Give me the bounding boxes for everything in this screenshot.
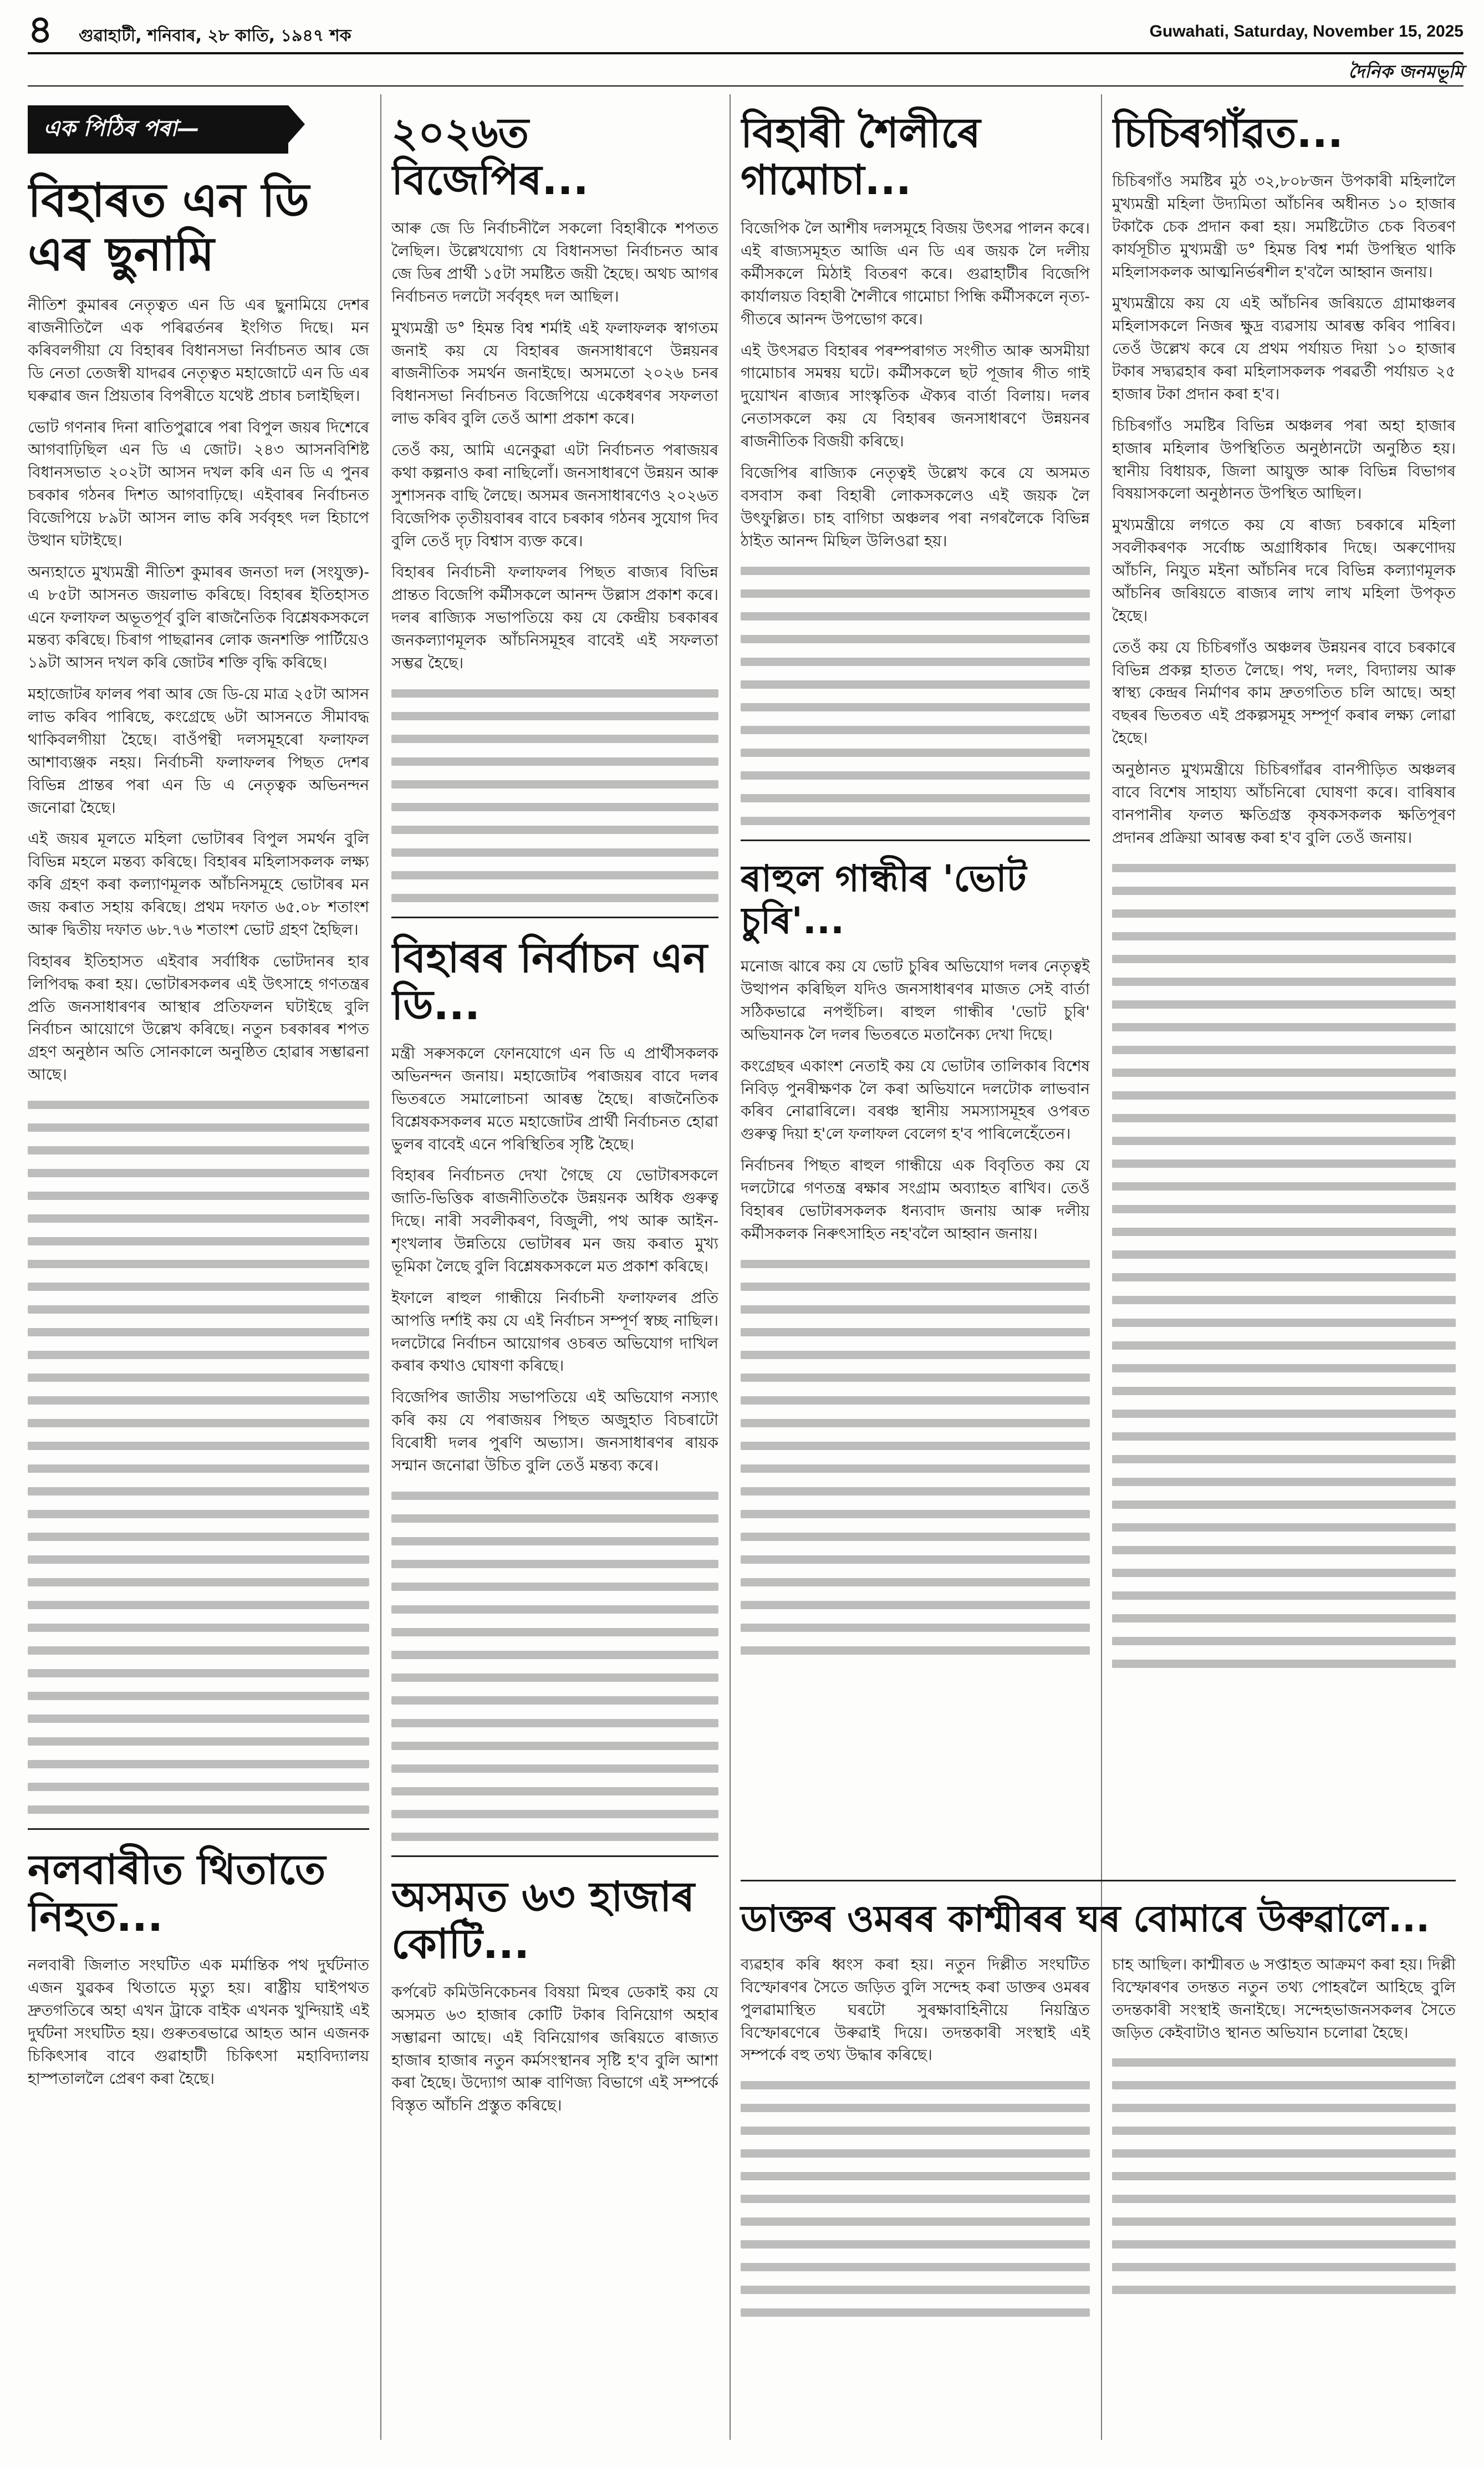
article-paragraph: নলবাৰী জিলাত সংঘটিত এক মৰ্মান্তিক পথ দুৰ্ঘটনাত এজন যুৱকৰ থিতাতে মৃত্যু হয়। ৰাষ্ট্ৰীয় ঘাইপথত দ্ৰুতগতিৰে অহা এখন ট্ৰাকে বাইক এখনক খুন্দিয়াই এই দুৰ্ঘটনা সংঘটিত হয়। গুৰুতৰভাৱে আহত আন এজনক চিকিৎসাৰ বাবে গুৱাহাটী চিকিৎসা মহাবিদ্যালয় হাস্পতাললৈ প্ৰেৰণ কৰা হৈছে। bbox=[28, 1956, 369, 2088]
article-paragraph: তেওঁ কয়, আমি এনেকুৱা এটা নিৰ্বাচনত পৰাজয়ৰ কথা কল্পনাও কৰা নাছিলোঁ। জনসাধাৰণে উন্নয়ন আৰু সুশাসনক বাছি লৈছে। অসমৰ জনসাধাৰণেও ২০২৬ত বিজেপিক তৃতীয়বাৰৰ বাবে চৰকাৰ গঠনৰ সুযোগ দিব বুলি তেওঁ দৃঢ় বিশ্বাস ব্যক্ত কৰে। bbox=[391, 441, 718, 550]
article-paragraph: বিজেপিক লৈ আশীষ দলসমূহে বিজয় উৎসৱ পালন কৰে। এই ৰাজ্যসমূহত আজি এন ডি এৰ জয়ক লৈ দলীয় কৰ্মীসকলে মিঠাই বিতৰণ কৰে। গুৱাহাটীৰ বিজেপি কাৰ্যালয়ত বিহাৰী শৈলীৰে গামোচা পিন্ধি কৰ্মীসকলে নৃত্য-গীতৰে আনন্দ উপভোগ কৰে। bbox=[741, 219, 1090, 328]
article-text-continuation bbox=[741, 567, 1090, 825]
article-paragraph: কৰ্পৰেট কমিউনিকেচনৰ বিষয়া মিহুৰ ডেকাই কয় যে অসমত ৬৩ হাজাৰ কোটি টকাৰ বিনিয়োগ অহাৰ সম্ভাৱনা আছে। এই বিনিয়োগৰ জৰিয়তে ৰাজ্যত হাজাৰ হাজাৰ নতুন কৰ্মসংস্থানৰ সৃষ্টি হ'ব বুলি আশা কৰা হৈছে। উদ্যোগ আৰু বাণিজ্য বিভাগে এই সম্পৰ্কে বিস্তৃত আঁচনি প্ৰস্তুত কৰিছে। bbox=[391, 1982, 718, 2115]
article-paragraph: চিচিৰগাঁও সমষ্টিৰ মুঠ ৩২,৮০৮জন উপকাৰী মহিলালৈ মুখ্যমন্ত্ৰী মহিলা উদ্যমিতা আঁচনিৰ অধীনত ১০ হাজাৰ টকাকৈ চেক প্ৰদান কৰা হয়। সমষ্টিটোত চেক বিতৰণ কাৰ্যসূচীত মুখ্যমন্ত্ৰী ড° হিমন্ত বিশ্ব শৰ্মা উপস্থিত থাকি মহিলাসকলক আত্মনিৰ্ভৰশীল হ'বলৈ আহ্বান জনায়। bbox=[1112, 172, 1456, 281]
headline-bihar-election-nda: বিহাৰৰ নিৰ্বাচন এন ডি... bbox=[391, 934, 708, 1029]
column-divider bbox=[730, 94, 731, 2440]
article-text-continuation bbox=[28, 1101, 369, 1814]
article-paragraph: তেওঁ কয় যে চিচিৰগাঁও অঞ্চলৰ উন্নয়নৰ বাবে চৰকাৰে বিভিন্ন প্ৰকল্প হাতত লৈছে। পথ, দলং, বিদ্যালয় আৰু স্বাস্থ্য কেন্দ্ৰৰ নিৰ্মাণৰ কাম দ্ৰুতগতিত চলি আছে। অহা বছৰৰ ভিতৰত এই প্ৰকল্পসমূহ সম্পূৰ্ণ কৰাৰ লক্ষ্য লোৱা হৈছে। bbox=[1112, 638, 1456, 747]
headline-bihari-gamosa: বিহাৰী শৈলীৰে গামোচা... bbox=[741, 109, 981, 205]
article-paragraph: বিহাৰৰ ইতিহাসত এইবাৰ সৰ্বাধিক ভোটদানৰ হাৰ লিপিবদ্ধ কৰা হয়। ভোটাৰসকলৰ এই উৎসাহে গণতন্ত্ৰৰ প্ৰতি জনসাধাৰণৰ আস্থাৰ প্ৰতিফলন ঘটাইছে বুলি নিৰ্বাচন আয়োগে উল্লেখ কৰিছে। নতুন চৰকাৰৰ শপত গ্ৰহণ অনুষ্ঠান অতি সোনকালে অনুষ্ঠিত হোৱাৰ সম্ভাৱনা আছে। bbox=[28, 952, 369, 1084]
article-paragraph: মুখ্যমন্ত্ৰীয়ে কয় যে এই আঁচনিৰ জৰিয়তে গ্ৰামাঞ্চলৰ মহিলাসকলে নিজৰ ক্ষুদ্ৰ ব্যৱসায় আৰম্ভ কৰিব পাৰিব। তেওঁ উল্লেখ কৰে যে প্ৰথম পৰ্যায়ত দিয়া ১০ হাজাৰ টকাৰ সদ্ব্যৱহাৰ কৰা মহিলাসকলক পৰৱৰ্তী পৰ্যায়ত ২৫ হাজাৰ টকা প্ৰদান কৰা হ'ব। bbox=[1112, 294, 1456, 403]
article-paragraph: কংগ্ৰেছৰ একাংশ নেতাই কয় যে ভোটাৰ তালিকাৰ বিশেষ নিবিড় পুনৰীক্ষণক লৈ কৰা অভিযানে দলটোক লাভবান কৰিব নোৱাৰিলে। বৰঞ্চ স্থানীয় সমস্যাসমূহৰ ওপৰত গুৰুত্ব দিয়া হ'লে ফলাফল বেলেগ হ'ব পাৰিলেহেঁতেন। bbox=[741, 1056, 1090, 1143]
article-paragraph: মুখ্যমন্ত্ৰীয়ে লগতে কয় যে ৰাজ্য চৰকাৰে মহিলা সবলীকৰণক সৰ্বোচ্চ অগ্ৰাধিকাৰ দিছে। অৰুণোদয় আঁচনি, নিযুত মইনা আঁচনিৰ দৰে বিভিন্ন কল্যাণমূলক আঁচনিৰ জৰিয়তে ৰাজ্যৰ লাখ লাখ মহিলা উপকৃত হৈছে। bbox=[1112, 516, 1456, 625]
headline-bjp-2026: ২০২৬ত বিজেপিৰ... bbox=[391, 109, 589, 205]
article-paragraph: আৰু জে ডি নিৰ্বাচনীলৈ সকলো বিহাৰীকে শপতত লৈছিল। উল্লেখযোগ্য যে বিধানসভা নিৰ্বাচনত আৰ জে ডিৰ প্ৰাৰ্থী ১৫টা সমষ্টিত জয়ী হৈছে। অথচ আগৰ নিৰ্বাচনত দলটো সৰ্ববৃহৎ দল আছিল। bbox=[391, 219, 718, 306]
column-2 bbox=[391, 94, 718, 2440]
spanning-article bbox=[741, 1880, 1456, 2331]
article-text-continuation bbox=[391, 689, 718, 902]
article-text-continuation bbox=[391, 1492, 718, 1841]
header-rule bbox=[28, 52, 1463, 54]
article-paragraph: ব্যৱহাৰ কৰি ধ্বংস কৰা হয়। নতুন দিল্লীত সংঘটিত বিস্ফোৰণৰ সৈতে জড়িত বুলি সন্দেহ কৰা ডাক্তৰ ওমৰৰ পুলৱামাস্থিত ঘৰটো সুৰক্ষাবাহিনীয়ে নিয়ন্ত্ৰিত বিস্ফোৰণেৰে উৰুৱাই দিয়ে। তদন্তকাৰী সংস্থাই এই সম্পৰ্কে বহু তথ্য উদ্ধাৰ কৰিছে। bbox=[741, 1955, 1090, 2064]
article-paragraph: বিহাৰৰ নিৰ্বাচনত দেখা গৈছে যে ভোটাৰসকলে জাতি-ভিত্তিক ৰাজনীতিতকৈ উন্নয়নক অধিক গুৰুত্ব দিছে। নাৰী সবলীকৰণ, বিজুলী, পথ আৰু আইন-শৃংখলাৰ উন্নতিয়ে ভোটাৰৰ মন জয় কৰাত মুখ্য ভূমিকা লৈছে বুলি বিশ্লেষকসকলে মত প্ৰকাশ কৰিছে। bbox=[391, 1166, 718, 1275]
headline-rahul-vote-chori: ৰাহুল গান্ধীৰ 'ভোট চুৰি'... bbox=[741, 857, 1027, 943]
column-divider bbox=[380, 94, 381, 2440]
article-paragraph: মহাজোটৰ ফালৰ পৰা আৰ জে ডি-য়ে মাত্ৰ ২৫টা আসন লাভ কৰিব পাৰিছে, কংগ্ৰেছে ৬টা আসনতে সীমাবদ্ধ থাকিবলগীয়া হৈছে। বাওঁপন্থী দলসমূহৰো ফলাফল আশাব্যঞ্জক নহয়। নিৰ্বাচনী ফলাফলৰ পিছত দেশৰ বিভিন্ন প্ৰান্তৰ পৰা এন ডি এ নেতৃত্বক অভিনন্দন জনোৱা হৈছে। bbox=[28, 685, 369, 817]
column-4 bbox=[1112, 94, 1456, 1869]
spanning-article-col-right bbox=[1112, 1954, 1456, 2331]
article-paragraph: ইফালে ৰাহুল গান্ধীয়ে নিৰ্বাচনী ফলাফলৰ প্ৰতি আপত্তি দৰ্শাই কয় যে এই নিৰ্বাচন সম্পূৰ্ণ স্বচ্ছ নাছিল। দলটোৱে নিৰ্বাচন আয়োগৰ ওচৰত অভিযোগ দাখিল কৰাৰ কথাও ঘোষণা কৰিছে। bbox=[391, 1288, 718, 1375]
article-separator bbox=[741, 1880, 1456, 1881]
header-rule-thin bbox=[28, 85, 1463, 87]
article-paragraph: নিৰ্বাচনৰ পিছত ৰাহুল গান্ধীয়ে এক বিবৃতিত কয় যে দলটোৱে গণতন্ত্ৰ ৰক্ষাৰ সংগ্ৰাম অব্যাহত ৰাখিব। তেওঁ বিহাৰৰ ভোটাৰসকলক ধন্যবাদ জনায় আৰু দলীয় কৰ্মীসকলক নিৰুৎসাহিত নহ'বলৈ আহ্বান জনায়। bbox=[741, 1156, 1090, 1243]
newspaper-name: দৈনিক জনমভূমি bbox=[1348, 61, 1463, 82]
headline-nalbari-death: নলবাৰীত থিতাতে নিহত... bbox=[28, 1846, 326, 1941]
article-paragraph: চিচিৰগাঁও সমষ্টিৰ বিভিন্ন অঞ্চলৰ পৰা অহা হাজাৰ হাজাৰ মহিলাৰ উপস্থিতিত অনুষ্ঠানটো অনুষ্ঠিত হয়। স্থানীয় বিধায়ক, জিলা আয়ুক্ত আৰু বিভিন্ন বিভাগৰ বিষয়াসকলো অনুষ্ঠানত উপস্থিত আছিল। bbox=[1112, 416, 1456, 503]
article-separator bbox=[391, 917, 718, 918]
article-paragraph: এই জয়ৰ মূলতে মহিলা ভোটাৰৰ বিপুল সমৰ্থন বুলি বিভিন্ন মহলে মন্তব্য কৰিছে। বিহাৰৰ মহিলাসকলক লক্ষ্য কৰি গ্ৰহণ কৰা কল্যাণমূলক আঁচনিসমূহে ভোটাৰৰ মন জয় কৰাত সহায় কৰিছে। প্ৰথম দফাত ৬৫.০৮ শতাংশ আৰু দ্বিতীয় দফাত ৬৮.৭৬ শতাংশ ভোট গ্ৰহণ হৈছিল। bbox=[28, 830, 369, 939]
article-text-continuation bbox=[1112, 864, 1456, 1668]
article-bihar-nda-body bbox=[28, 294, 369, 1814]
article-paragraph: ভোট গণনাৰ দিনা ৰাতিপুৱাৰে পৰা বিপুল জয়ৰ দিশেৰে আগবাঢ়িছিল এন ডি এ জোট। ২৪৩ আসনবিশিষ্ট বিধানসভাত ২০২টা আসন দখল কৰি এন ডি এ পুনৰ চৰকাৰ গঠনৰ দিশত আগবাঢ়িছে। এইবাৰৰ নিৰ্বাচনত বিজেপিয়ে ৮৯টা আসন লাভ কৰি সৰ্ববৃহৎ দল হিচাপে উত্থান ঘটাইছে। bbox=[28, 418, 369, 550]
article-text-continuation bbox=[1112, 2058, 1456, 2294]
headline-chisirgaon: চিচিৰগাঁৱত... bbox=[1112, 109, 1343, 157]
headline-assam-63000-crore: অসমত ৬৩ হাজাৰ কোটি... bbox=[391, 1873, 695, 1968]
article-separator bbox=[391, 1855, 718, 1857]
spanning-article-col-left bbox=[741, 1954, 1090, 2331]
spanning-article-body bbox=[741, 1954, 1456, 2331]
dateline-english: Guwahati, Saturday, November 15, 2025 bbox=[1149, 22, 1463, 40]
article-paragraph: অনুষ্ঠানত মুখ্যমন্ত্ৰীয়ে চিচিৰগাঁৱৰ বানপীড়িত অঞ্চলৰ বাবে বিশেষ সাহায্য আঁচনিৰো ঘোষণা কৰে। বাৰিষাৰ বানপানীৰ ফলত ক্ষতিগ্ৰস্ত কৃষকসকলক ক্ষতিপূৰণ প্ৰদানৰ প্ৰক্ৰিয়া আৰম্ভ কৰা হ'ব বুলি তেওঁ জনায়। bbox=[1112, 760, 1456, 847]
article-paragraph: নীতিশ কুমাৰৰ নেতৃত্বত এন ডি এৰ ছুনামিয়ে দেশৰ ৰাজনীতিলৈ এক পৰিৱৰ্তনৰ ইংগিত দিছে। মন কৰিবলগীয়া যে বিহাৰৰ বিধানসভা নিৰ্বাচনত আৰ জে ডি নেতা তেজস্বী যাদৱৰ নেতৃত্বত মহাজোটে এন ডি এৰ ঘৰুৱাৰ জন প্ৰিয়তাৰ বিপৰীতে যথেষ্ট প্ৰচাৰ চলাইছিল। bbox=[28, 296, 369, 405]
article-paragraph: বিজেপিৰ জাতীয় সভাপতিয়ে এই অভিযোগ নস্যাৎ কৰি কয় যে পৰাজয়ৰ পিছত অজুহাত বিচৰাটো বিৰোধী দলৰ পুৰণি অভ্যাস। জনসাধাৰণৰ ৰায়ক সন্মান জনোৱা উচিত বুলি তেওঁ মন্তব্য কৰে। bbox=[391, 1388, 718, 1474]
article-paragraph: এই উৎসৱত বিহাৰৰ পৰম্পৰাগত সংগীত আৰু অসমীয়া গামোচাৰ সমন্বয় ঘটে। কৰ্মীসকলে ছট পূজাৰ গীত গাই দুয়োখন ৰাজ্যৰ সাংস্কৃতিক ঐক্যৰ বাৰ্তা বিলায়। দলৰ নেতাসকলে কয় যে বিহাৰৰ জনসাধাৰণে উন্নয়নৰ ৰাজনীতিক বিজয়ী কৰিছে। bbox=[741, 341, 1090, 451]
article-paragraph: বিহাৰৰ নিৰ্বাচনী ফলাফলৰ পিছত ৰাজ্যৰ বিভিন্ন প্ৰান্তত বিজেপি কৰ্মীসকলে আনন্দ উল্লাস প্ৰকাশ কৰে। দলৰ ৰাজ্যিক সভাপতিয়ে কয় যে কেন্দ্ৰীয় চৰকাৰৰ জনকল্যাণমূলক আঁচনিসমূহৰ বাবেই এই সফলতা সম্ভৱ হৈছে। bbox=[391, 563, 718, 672]
article-separator bbox=[28, 1828, 369, 1830]
article-text-continuation bbox=[741, 1260, 1090, 1655]
article-text-continuation bbox=[741, 2081, 1090, 2317]
article-paragraph: মুখ্যমন্ত্ৰী ড° হিমন্ত বিশ্ব শৰ্মাই এই ফলাফলক স্বাগতম জনাই কয় যে বিহাৰৰ জনসাধাৰণে উন্নয়নৰ ৰাজনীতিক সমৰ্থন জনাইছে। অসমতো ২০২৬ চনৰ বিধানসভা নিৰ্বাচনত বিজেপিয়ে একেধৰণৰ সফলতা লাভ কৰিব বুলি তেওঁ আশা প্ৰকাশ কৰে। bbox=[391, 318, 718, 428]
headline-bihar-nda: বিহাৰত এন ডি এৰ ছুনামি bbox=[28, 173, 309, 281]
article-paragraph: অন্যহাতে মুখ্যমন্ত্ৰী নীতিশ কুমাৰৰ জনতা দল (সংযুক্ত)-এ ৮৫টা আসনত জয়লাভ কৰিছে। বিহাৰৰ ইতিহাসত এনে ফলাফল অভূতপূৰ্ব বুলি ৰাজনৈতিক বিশ্লেষকসকলে মন্তব্য কৰিছে। চিৰাগ পাছৱানৰ লোক জনশক্তি পাৰ্টিয়েও ১৯টা আসন দখল কৰি জোটৰ শক্তি বৃদ্ধি কৰিছে। bbox=[28, 562, 369, 672]
article-separator bbox=[741, 840, 1090, 841]
article-paragraph: মনোজ ঝাৰে কয় যে ভোট চুৰিৰ অভিযোগ দলৰ নেতৃত্বই উত্থাপন কৰিছিল যদিও জনসাধাৰণৰ মাজত সেই বাৰ্তা সঠিকভাৱে নপহুঁচিল। ৰাহুল গান্ধীৰ 'ভোট চুৰি' অভিযানক লৈ দলৰ ভিতৰতে মতানৈক্য দেখা দিছে। bbox=[741, 957, 1090, 1044]
article-paragraph: বিজেপিৰ ৰাজ্যিক নেতৃত্বই উল্লেখ কৰে যে অসমত বসবাস কৰা বিহাৰী লোকসকলেও এই জয়ক লৈ উৎফুল্লিত। চাহ বাগিচা অঞ্চলৰ পৰা নগৰলৈকে বিভিন্ন ঠাইত আনন্দ মিছিল উলিওৱা হয়। bbox=[741, 463, 1090, 550]
column-1 bbox=[28, 94, 369, 2440]
article-paragraph: মন্ত্ৰী সৰুসকলে ফোনযোগে এন ডি এ প্ৰাৰ্থীসকলক অভিনন্দন জনায়। মহাজোটৰ পৰাজয়ৰ বাবে দলৰ ভিতৰতে সমালোচনা আৰম্ভ হৈছে। ৰাজনৈতিক বিশ্লেষকসকলৰ মতে মহাজোটৰ প্ৰাৰ্থী নিৰ্বাচনত হোৱা ভুলৰ বাবেই এনে পৰিস্থিতিৰ সৃষ্টি হৈছে। bbox=[391, 1044, 718, 1153]
section-tag-continued: এক পিঠিৰ পৰা— bbox=[28, 105, 288, 154]
dateline-assamese: গুৱাহাটী, শনিবাৰ, ২৮ কাতি, ১৯৪৭ শক bbox=[79, 26, 351, 45]
headline-doctor-umar-house: ডাক্তৰ ওমৰৰ কাশ্মীৰৰ ঘৰ বোমাৰে উৰুৱালে... bbox=[741, 1898, 1430, 1940]
article-paragraph: চাহ আছিল। কাশ্মীৰত ৬ সপ্তাহত আক্ৰমণ কৰা হয়। দিল্লী বিস্ফোৰণৰ তদন্তত নতুন তথ্য পোহৰলৈ আহিছে বুলি তদন্তকাৰী সংস্থাই জনাইছে। সন্দেহভাজনসকলৰ সৈতে জড়িত কেইবাটাও স্থানত অভিযান চলোৱা হৈছে। bbox=[1112, 1955, 1456, 2042]
page-number: ৪ bbox=[28, 6, 53, 52]
